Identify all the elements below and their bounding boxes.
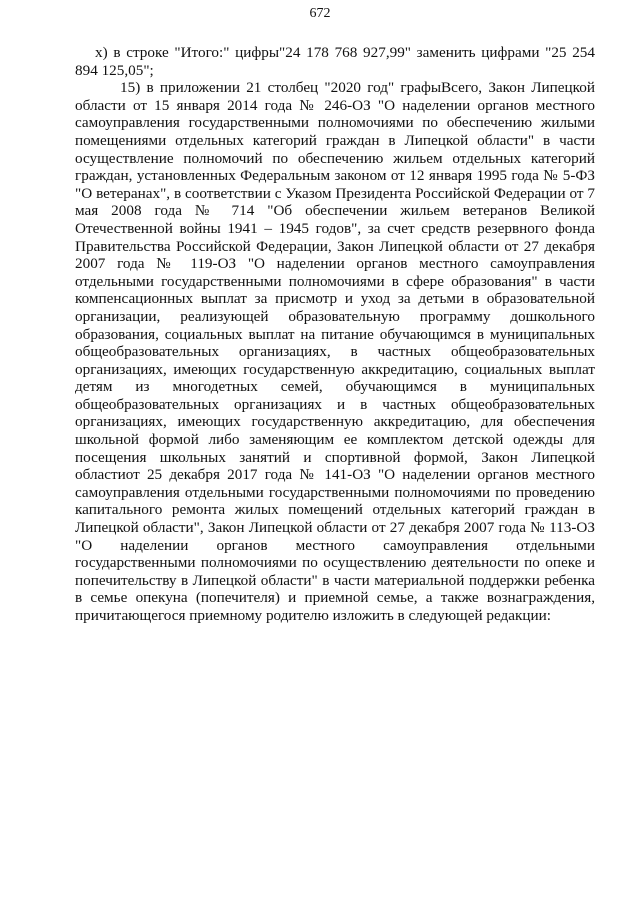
page-number: 672 <box>309 6 331 21</box>
paragraph-item-15: 15) в приложении 21 столбец "2020 год" графыВсего, Закон Липецкой области от 15 января 2014 года № 246-ОЗ "О наделении органов местного самоуправления государственными полномочиями по обеспечению жилыми помещениями отдельных категорий граждан в Липецкой области" в части осуществление полномочий по обеспечению жильем отдельных категорий граждан, установленных Федеральным законом от 12 января 1995 года № 5-ФЗ "О ветеранах", в соответствии с Указом Президента Российской Федерации от 7 мая 2008 года № 714 "Об обеспечении жильем ветеранов Великой Отечественной войны 1941 – 1945 годов", за счет средств резервного фонда Правительства Российской Федерации, Закон Липецкой области от 27 декабря 2007 года № 119-ОЗ "О наделении органов местного самоуправления отдельными государственными полномочиями в сфере образования" в части компенсационных выплат за присмотр и уход за детьми в образовательной организации, реализующей образовательную программу дошкольного образования, социальных выплат на питание обучающимся в муниципальных общеобразовательных организациях, в частных общеобразовательных организациях, имеющих государственную аккредитацию, социальных выплат детям из многодетных семей, обучающимся в муниципальных общеобразовательных организациях и в частных общеобразовательных организациях, имеющих государственную аккредитацию, для обеспечения школьной формой либо заменяющим ее комплектом детской одежды для посещения школьных занятий и спортивной формой, Закон Липецкой областиот 25 декабря 2017 года № 141-ОЗ "О наделении органов местного самоуправления отдельными государственными полномочиями по проведению капитального ремонта жилых помещений отдельных категорий граждан в Липецкой области", Закон Липецкой области от 27 декабря 2007 года № 113-ОЗ "О наделении органов местного самоуправления отдельными государственными полномочиями по осуществлению деятельности по опеке и попечительству в Липецкой области" в части материальной поддержки ребенка в семье опекуна (попечителя) и приемной семье, а также вознаграждения, причитающегося приемному родителю изложить в следующей редакции: <box>75 79 595 624</box>
paragraph-item-x: х) в строке "Итого:" цифры"24 178 768 927,99" заменить цифрами "25 254 894 125,05"; <box>75 44 595 79</box>
document-body <box>75 44 595 625</box>
